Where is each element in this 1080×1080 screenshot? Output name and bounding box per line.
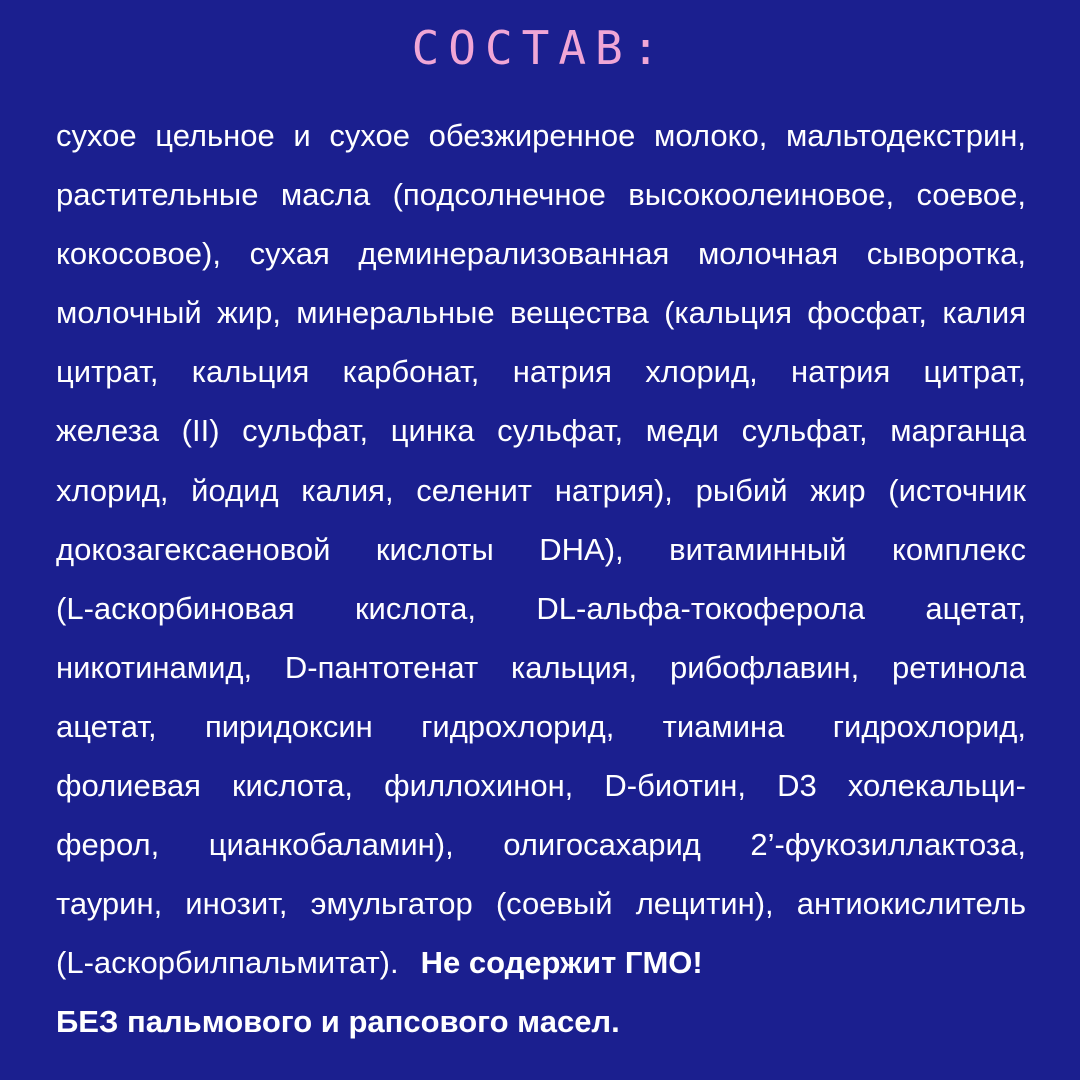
ingredients-text <box>56 106 1026 1052</box>
ingredients-line: молочный жир, минеральные вещества (кальция фосфат, калия <box>56 295 1026 331</box>
ingredients-line: железа (II) сульфат, цинка сульфат, меди сульфат, марганца <box>56 413 1026 449</box>
ingredients-last-line <box>56 933 1026 992</box>
ingredients-line: (L-аскорбиновая кислота, DL-альфа-токоферола ацетат, <box>56 590 1026 626</box>
page-title: СОСТАВ: <box>411 21 669 75</box>
ingredients-line: кокосовое), сухая деминерализованная молочная сыворотка, <box>56 236 1026 272</box>
ingredients-line: никотинамид, D-пантотенат кальция, рибофлавин, ретинола <box>56 649 1026 685</box>
ingredients-line: хлорид, йодид калия, селенит натрия), рыбий жир (источник <box>56 472 1026 508</box>
ingredients-line: сухое цельное и сухое обезжиренное молоко, мальтодекстрин, <box>56 118 1026 153</box>
ingredients-line: фолиевая кислота, филлохинон, D-биотин, D3 холекальци- <box>56 768 1026 804</box>
ingredients-line: ферол, цианкобаламин), олигосахарид 2’-фукозиллактоза, <box>56 827 1026 863</box>
ingredients-line: докозагексаеновой кислоты DHA), витаминный комплекс <box>56 531 1026 567</box>
ingredients-line: таурин, инозит, эмульгатор (соевый лецитин), антиокислитель <box>56 886 1026 922</box>
ingredients-line: растительные масла (подсолнечное высокоолеиновое, соевое, <box>56 177 1026 213</box>
no-gmo-notice: Не содержит ГМО! <box>420 945 703 981</box>
no-palm-oil-notice: БЕЗ пальмового и рапсового масел. <box>56 1004 620 1040</box>
ingredients-line-end: (L-аскорбилпальмитат). <box>56 945 399 981</box>
ingredients-line: цитрат, кальция карбонат, натрия хлорид, натрия цитрат, <box>56 354 1026 390</box>
ingredients-line: ацетат, пиридоксин гидрохлорид, тиамина гидрохлорид, <box>56 708 1026 744</box>
